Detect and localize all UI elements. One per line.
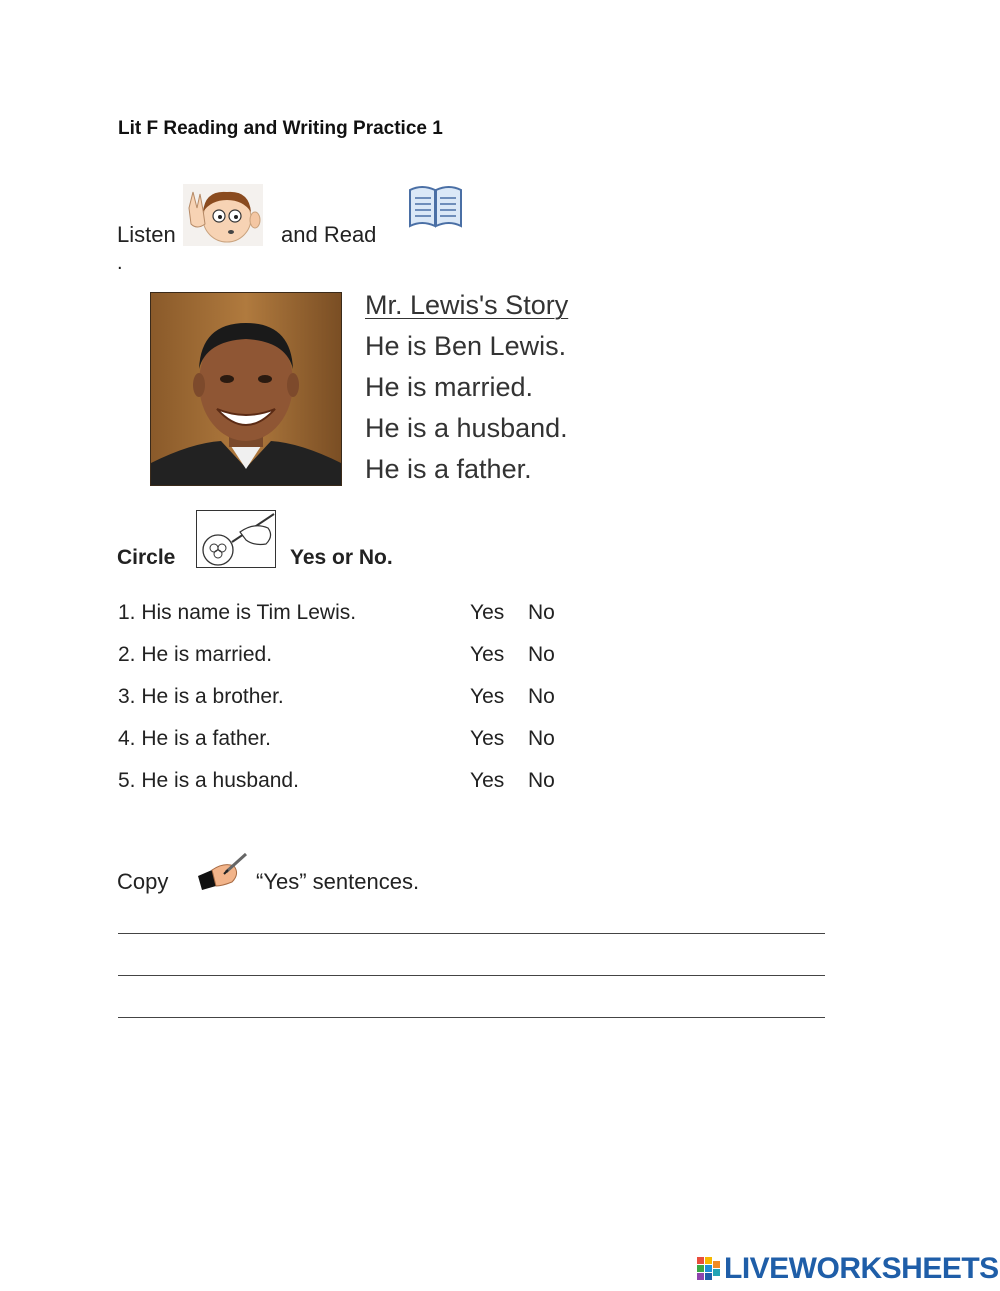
- logo-text: LIVEWORKSHEETS: [724, 1252, 999, 1285]
- yes-option[interactable]: Yes: [470, 685, 505, 708]
- writing-line[interactable]: [118, 1017, 825, 1018]
- open-book-icon: [408, 184, 463, 229]
- question-text: 2. He is married.: [118, 643, 273, 666]
- question-text: 5. He is a husband.: [118, 769, 299, 792]
- question-row: [118, 643, 578, 673]
- circle-pencil-icon: [196, 510, 276, 568]
- yes-option[interactable]: Yes: [470, 727, 505, 750]
- portrait-photo: [150, 292, 342, 486]
- question-row: [118, 685, 578, 715]
- question-row: [118, 727, 578, 757]
- no-option[interactable]: No: [528, 727, 555, 750]
- story-line: He is Ben Lewis.: [365, 331, 567, 361]
- yes-or-no-label: Yes or No.: [290, 546, 393, 569]
- yes-option[interactable]: Yes: [470, 769, 505, 792]
- copy-instruction: “Yes” sentences.: [256, 869, 420, 894]
- yes-option[interactable]: Yes: [470, 601, 505, 624]
- story-line: He is a father.: [365, 454, 532, 484]
- logo-blocks-icon: [697, 1256, 721, 1282]
- story-line: He is a husband.: [365, 413, 568, 443]
- no-option[interactable]: No: [528, 685, 555, 708]
- yes-option[interactable]: Yes: [470, 643, 505, 666]
- writing-line[interactable]: [118, 933, 825, 934]
- story-title: Mr. Lewis's Story: [365, 290, 569, 320]
- no-option[interactable]: No: [528, 643, 555, 666]
- story-text: [365, 285, 568, 490]
- liveworksheets-logo: [697, 1252, 999, 1286]
- no-option[interactable]: No: [528, 601, 555, 624]
- copy-label: Copy: [117, 869, 169, 894]
- worksheet-title: Lit F Reading and Writing Practice 1: [118, 118, 443, 139]
- question-text: 1. His name is Tim Lewis.: [118, 601, 357, 624]
- question-text: 4. He is a father.: [118, 727, 271, 750]
- listening-face-icon: [183, 184, 263, 246]
- stray-dot: .: [117, 252, 123, 274]
- read-label: and Read: [281, 222, 377, 247]
- question-row: [118, 601, 578, 631]
- story-line: He is married.: [365, 372, 534, 402]
- listen-label: Listen: [117, 222, 176, 247]
- question-row: [118, 769, 578, 799]
- writing-line[interactable]: [118, 975, 825, 976]
- no-option[interactable]: No: [528, 769, 555, 792]
- question-text: 3. He is a brother.: [118, 685, 284, 708]
- writing-hand-icon: [196, 852, 250, 892]
- circle-label: Circle: [117, 546, 176, 569]
